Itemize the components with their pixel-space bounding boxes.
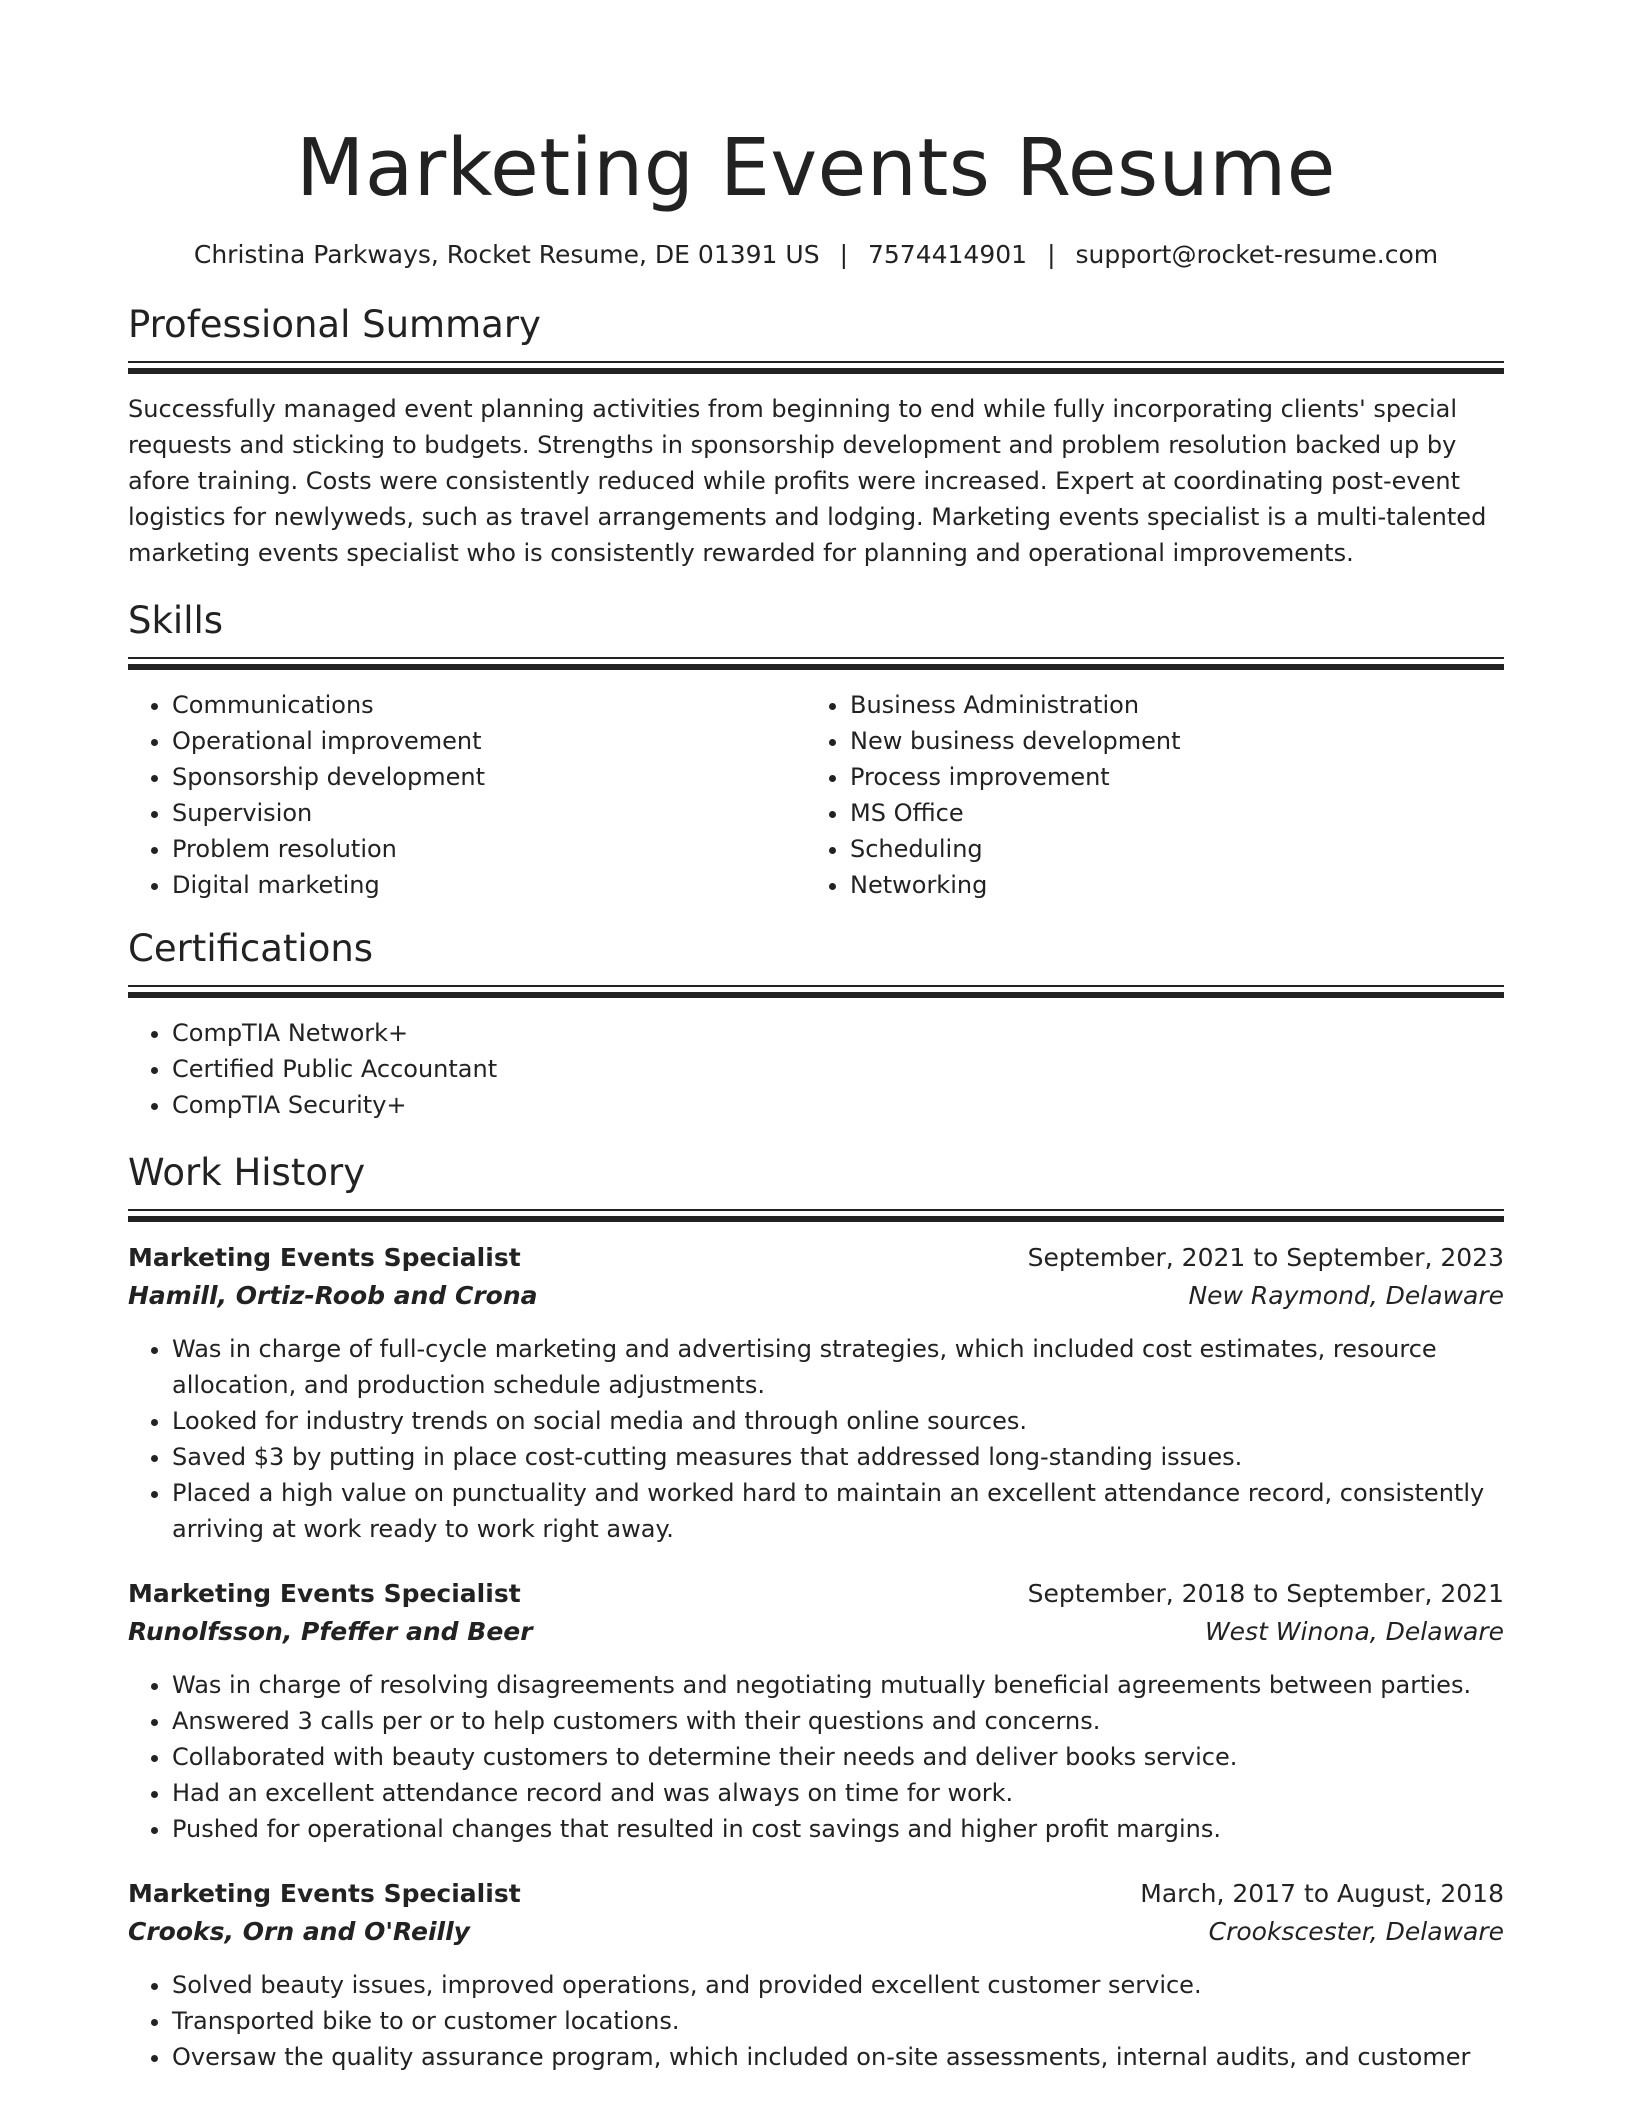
job-bullet: • Collaborated with beauty customers to determine their needs and deliver books service. <box>172 1739 1504 1775</box>
contact-phone: 7574414901 <box>868 240 1028 269</box>
job-bullet: • Had an excellent attendance record and was always on time for work. <box>172 1775 1504 1811</box>
section-divider <box>128 985 1504 999</box>
job-entry <box>128 1239 1504 1547</box>
job-subheader-row <box>128 1613 1504 1651</box>
skill-item: • New business development <box>850 723 1484 759</box>
job-header-row <box>128 1575 1504 1613</box>
job-title: Marketing Events Specialist <box>128 1579 521 1608</box>
work-history-section <box>128 1149 1504 2075</box>
job-company: Crooks, Orn and O'Reilly <box>128 1917 470 1946</box>
section-heading-skills: Skills <box>128 599 224 642</box>
job-dates: September, 2021 to September, 2023 <box>1027 1243 1504 1272</box>
skill-item: • Scheduling <box>850 831 1484 867</box>
skill-item: • Digital marketing <box>172 867 806 903</box>
job-entry <box>128 1575 1504 1847</box>
job-header-row <box>128 1875 1504 1913</box>
skill-item: • Communications <box>172 687 806 723</box>
skill-item: • Process improvement <box>850 759 1484 795</box>
section-divider <box>128 1209 1504 1223</box>
job-bullets <box>128 1331 1504 1547</box>
job-dates: March, 2017 to August, 2018 <box>1140 1879 1504 1908</box>
certifications-section <box>128 925 1504 1123</box>
contact-separator: | <box>1047 240 1056 269</box>
contact-email: support@rocket-resume.com <box>1075 240 1439 269</box>
job-bullet: • Solved beauty issues, improved operations, and provided excellent customer service. <box>172 1967 1504 2003</box>
certification-item: • CompTIA Security+ <box>172 1087 1504 1123</box>
skills-list-right <box>806 687 1484 903</box>
job-dates: September, 2018 to September, 2021 <box>1027 1579 1504 1608</box>
job-bullets <box>128 1967 1504 2075</box>
job-bullets <box>128 1667 1504 1847</box>
section-heading-work-history: Work History <box>128 1151 366 1194</box>
resume-page <box>128 0 1504 2075</box>
job-bullet: • Transported bike to or customer locations. <box>172 2003 1504 2039</box>
skill-item: • Business Administration <box>850 687 1484 723</box>
job-bullet: • Placed a high value on punctuality and worked hard to maintain an excellent attendance record, consistently arriving at work ready to work right away. <box>172 1475 1504 1547</box>
job-company: Runolfsson, Pfeffer and Beer <box>128 1617 533 1646</box>
certification-item: • CompTIA Network+ <box>172 1015 1504 1051</box>
skills-column-left <box>128 687 806 903</box>
job-header-row <box>128 1239 1504 1277</box>
job-entry <box>128 1875 1504 2075</box>
section-heading-summary: Professional Summary <box>128 303 541 346</box>
summary-section <box>128 301 1504 571</box>
resume-title: Marketing Events Resume <box>296 122 1336 214</box>
skills-list-left <box>128 687 806 903</box>
certification-item: • Certified Public Accountant <box>172 1051 1504 1087</box>
skills-section <box>128 597 1504 903</box>
certifications-list <box>128 1015 1504 1123</box>
skill-item: • Problem resolution <box>172 831 806 867</box>
job-bullet: • Was in charge of resolving disagreements and negotiating mutually beneficial agreements between parties. <box>172 1667 1504 1703</box>
skill-item: • Networking <box>850 867 1484 903</box>
job-subheader-row <box>128 1913 1504 1951</box>
section-divider <box>128 361 1504 375</box>
contact-address: Christina Parkways, Rocket Resume, DE 01391 US <box>193 240 820 269</box>
skill-item: • Supervision <box>172 795 806 831</box>
job-location: Crookscester, Delaware <box>1208 1917 1504 1946</box>
job-bullet: • Was in charge of full-cycle marketing and advertising strategies, which included cost estimates, resource allocation, and production schedule adjustments. <box>172 1331 1504 1403</box>
skill-item: • Operational improvement <box>172 723 806 759</box>
summary-text: Successfully managed event planning activities from beginning to end while fully incorporating clients' special requests and sticking to budgets. Strengths in sponsorship development and problem resolution backed up by afore training. Costs were consistently reduced while profits were increased. Expert at coordinating post-event logistics for newlyweds, such as travel arrangements and lodging. Marketing events specialist is a multi-talented marketing events specialist who is consistently rewarded for planning and operational improvements. <box>128 395 1487 567</box>
section-heading-certifications: Certifications <box>128 927 374 970</box>
job-bullet: • Saved $3 by putting in place cost-cutting measures that addressed long-standing issues. <box>172 1439 1504 1475</box>
job-subheader-row <box>128 1277 1504 1315</box>
section-divider <box>128 657 1504 671</box>
skill-item: • Sponsorship development <box>172 759 806 795</box>
skill-item: • MS Office <box>850 795 1484 831</box>
contact-line <box>128 238 1504 272</box>
job-bullet: • Oversaw the quality assurance program, which included on-site assessments, internal audits, and customer <box>172 2039 1504 2075</box>
job-company: Hamill, Ortiz-Roob and Crona <box>128 1281 538 1310</box>
job-location: New Raymond, Delaware <box>1188 1281 1504 1310</box>
skills-column-right <box>806 687 1484 903</box>
job-title: Marketing Events Specialist <box>128 1879 521 1908</box>
contact-separator: | <box>839 240 848 269</box>
skills-columns <box>128 687 1504 903</box>
job-bullet: • Answered 3 calls per or to help customers with their questions and concerns. <box>172 1703 1504 1739</box>
job-location: West Winona, Delaware <box>1204 1617 1504 1646</box>
job-bullet: • Looked for industry trends on social media and through online sources. <box>172 1403 1504 1439</box>
job-bullet: • Pushed for operational changes that resulted in cost savings and higher profit margins. <box>172 1811 1504 1847</box>
job-title: Marketing Events Specialist <box>128 1243 521 1272</box>
